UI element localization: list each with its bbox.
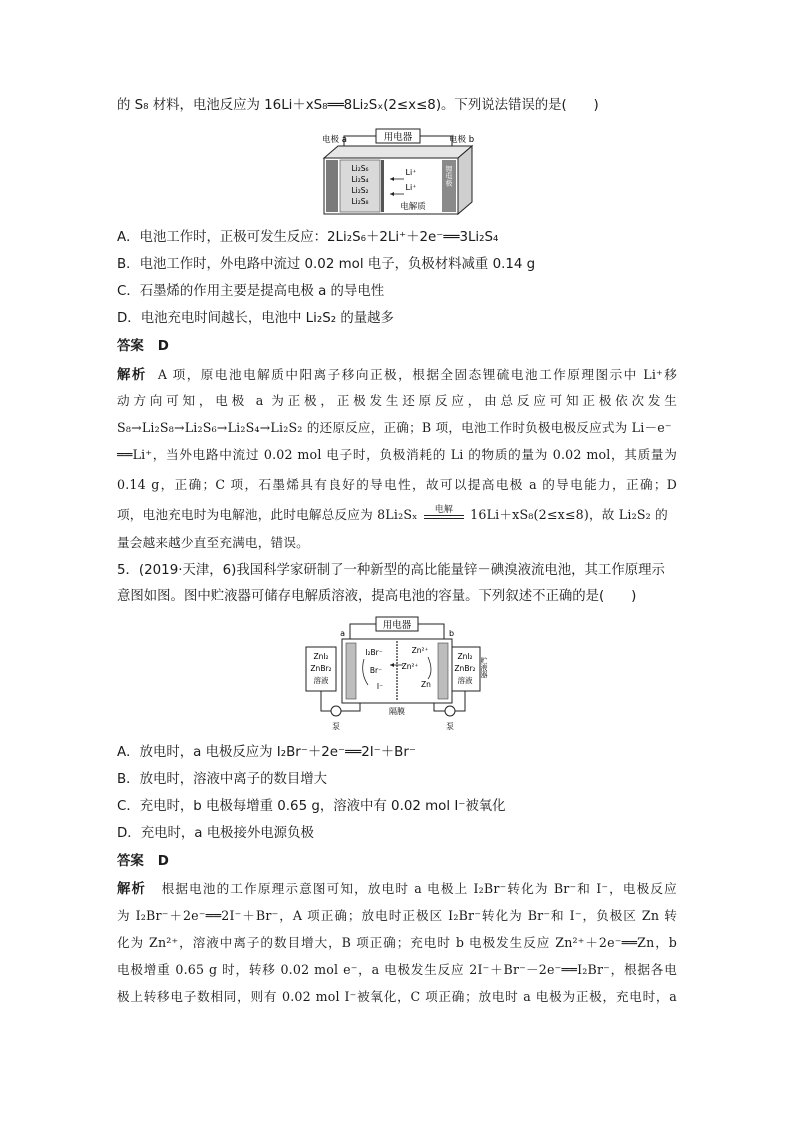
q5-explanation-line-5: 极上转移电子数相同，则有 0.02 mol I⁻被氧化，C 项正确；放电时 a 电极为正极，充电时，a (117, 989, 677, 1004)
q4-stem: 的 S₈ 材料，电池反应为 16Li＋xS₈══8Li₂Sₓ(2≤x≤8)。下列说法错误的是( ) (117, 98, 599, 113)
q5-species-i: I⁻ (376, 682, 384, 691)
q4-electrode-a-label: 电极 a (322, 135, 347, 145)
zinc-iodine-bromine-flow-cell-diagram (302, 615, 492, 737)
q4-explanation-line-5: 0.14 g，正确；C 项，石墨烯具有良好的导电性，故可以提高电极 a 的导电能力，正确；D (117, 477, 677, 492)
q5-explanation-label: 解析 (117, 882, 147, 897)
q4-option-a: A．电池工作时，正极可发生反应：2Li₂S₆＋2Li⁺＋2e⁻══3Li₂S₄ (117, 230, 499, 245)
q4-species-2: Li₂S₄ (351, 175, 369, 184)
q4-electrolyte-label: 电解质 (400, 202, 426, 212)
q4-explanation-line-4: ══Li⁺，当外电路中流过 0.02 mol 电子时，负极消耗的 Li 的物质的量为 0.02 mol，其质量为 (117, 447, 677, 462)
q5-right-tank-2: ZnBr₂ (454, 664, 476, 673)
q5-right-tank-3: 溶液 (457, 676, 473, 685)
q5-answer-label: 答案 (117, 854, 144, 869)
q5-left-tank-3: 溶液 (313, 676, 329, 685)
q5-species-zn2-b: Zn²⁺ (401, 662, 419, 671)
q5-membrane-label: 隔膜 (389, 707, 405, 716)
q4-option-d: D．电池充电时间越长，电池中 Li₂S₂ 的量越多 (117, 311, 394, 326)
q5-explanation-line-3: 化为 Zn²⁺，溶液中离子的数目增大，B 项正确；充电时 b 电极发生反应 Zn²⁺＋2e⁻══Zn，b (117, 935, 677, 950)
q5-species-i2br: I₂Br⁻ (365, 648, 383, 657)
q5-explanation-line-4: 电极增重 0.65 g 时，转移 0.02 mol e⁻，a 电极发生反应 2I⁻＋Br⁻－2e⁻══I₂Br⁻，根据各电 (117, 962, 677, 977)
q5-explanation-line-1: 解析 根据电池的工作原理示意图可知，放电时 a 电极上 I₂Br⁻转化为 Br⁻和 I⁻，电极反应 (117, 881, 677, 897)
q5-pump-right-label: 泵 (446, 722, 454, 731)
q5-option-c: C．充电时，b 电极每增重 0.65 g，溶液中有 0.02 mol I⁻被氧化 (117, 799, 506, 814)
q4-electrode-b-label: 电极 b (449, 135, 475, 145)
q5-species-zn2-a: Zn²⁺ (411, 646, 429, 655)
left-pump-icon (331, 706, 341, 716)
q5-explanation-line-2: 为 I₂Br⁻＋2e⁻══2I⁻＋Br⁻，A 项正确；放电时正极区 I₂Br⁻转化为 Br⁻和 I⁻，负极区 Zn 转 (117, 908, 677, 923)
q4-lithium-electrode-label: 锂电极 (445, 165, 453, 187)
q4-answer (117, 338, 677, 356)
q5-left-tank-2: ZnBr₂ (310, 664, 332, 673)
q5-option-b: B．放电时，溶液中离子的数目增大 (117, 772, 328, 787)
q5-stem-line-1: 5．(2019·天津，6)我国科学家研制了一种新型的高比能量锌－碘溴液流电池，其工作原理示 (117, 563, 665, 578)
q4-species-1: Li₂S₆ (351, 164, 369, 173)
q4-option-b: B．电池工作时，外电路中流过 0.02 mol 电子，负极材料减重 0.14 g (117, 257, 536, 272)
electrolysis-arrow (424, 504, 464, 519)
q5-storage-label: 贮液器 (480, 657, 488, 678)
q5-right-tank-1: ZnI₂ (457, 652, 473, 661)
q4-option-c: C．石墨烯的作用主要是提高电极 a 的导电性 (117, 284, 385, 299)
q5-electrode-b: b (449, 629, 455, 638)
q4-species-4: Li₂S₈ (351, 197, 369, 206)
q4-explanation-line-2: 动方向可知，电极 a 为正极，正极发生还原反应，由总反应可知正极依次发生 (117, 393, 677, 408)
q4-ion-1: Li⁺ (405, 168, 417, 177)
q5-answer (117, 853, 677, 871)
q4-load-label: 用电器 (383, 132, 413, 143)
q5-species-zn: Zn (421, 680, 431, 689)
q5-stem-line-2: 意图如图。图中贮液器可储存电解质溶液，提高电池的容量。下列叙述不正确的是( ) (117, 589, 637, 604)
q5-load-label: 用电器 (382, 620, 412, 631)
q4-answer-label: 答案 (117, 339, 144, 354)
q4-explanation-line-1: 解析 A 项，原电池电解质中阳离子移向正极，根据全固态锂硫电池工作原理图示中 Li⁺移 (117, 367, 677, 383)
lithium-sulfur-cell-diagram (318, 126, 478, 218)
q4-explanation-line-6: 项，电池充电时为电解池，此时电解总反应为 8Li₂Sₓ 电解 16Li＋xS₈(2≤x≤8)，故 Li₂S₂ 的 (117, 506, 677, 524)
q4-answer-value: D (157, 339, 169, 354)
q5-answer-value: D (157, 854, 169, 869)
q4-species-3: Li₂S₂ (351, 186, 369, 195)
right-pump-icon (445, 706, 455, 716)
q5-electrode-a: a (340, 629, 345, 638)
q4-explanation-line-7: 量会越来越少直至充满电，错误。 (117, 535, 309, 550)
q5-pump-left-label: 泵 (332, 722, 340, 731)
q5-species-br: Br⁻ (369, 666, 383, 675)
q5-left-tank-1: ZnI₂ (313, 652, 329, 661)
q4-explanation-line-3: S₈→Li₂S₈→Li₂S₆→Li₂S₄→Li₂S₂ 的还原反应，正确；B 项，电池工作时负极电极反应式为 Li－e⁻ (117, 420, 672, 435)
q5-option-a: A．放电时，a 电极反应为 I₂Br⁻＋2e⁻══2I⁻＋Br⁻ (117, 745, 416, 760)
electrolysis-label: 电解 (434, 504, 454, 515)
q4-explanation-label: 解析 (117, 368, 147, 383)
q5-option-d: D．充电时，a 电极接外电源负极 (117, 826, 314, 841)
q4-ion-2: Li⁺ (405, 183, 417, 192)
